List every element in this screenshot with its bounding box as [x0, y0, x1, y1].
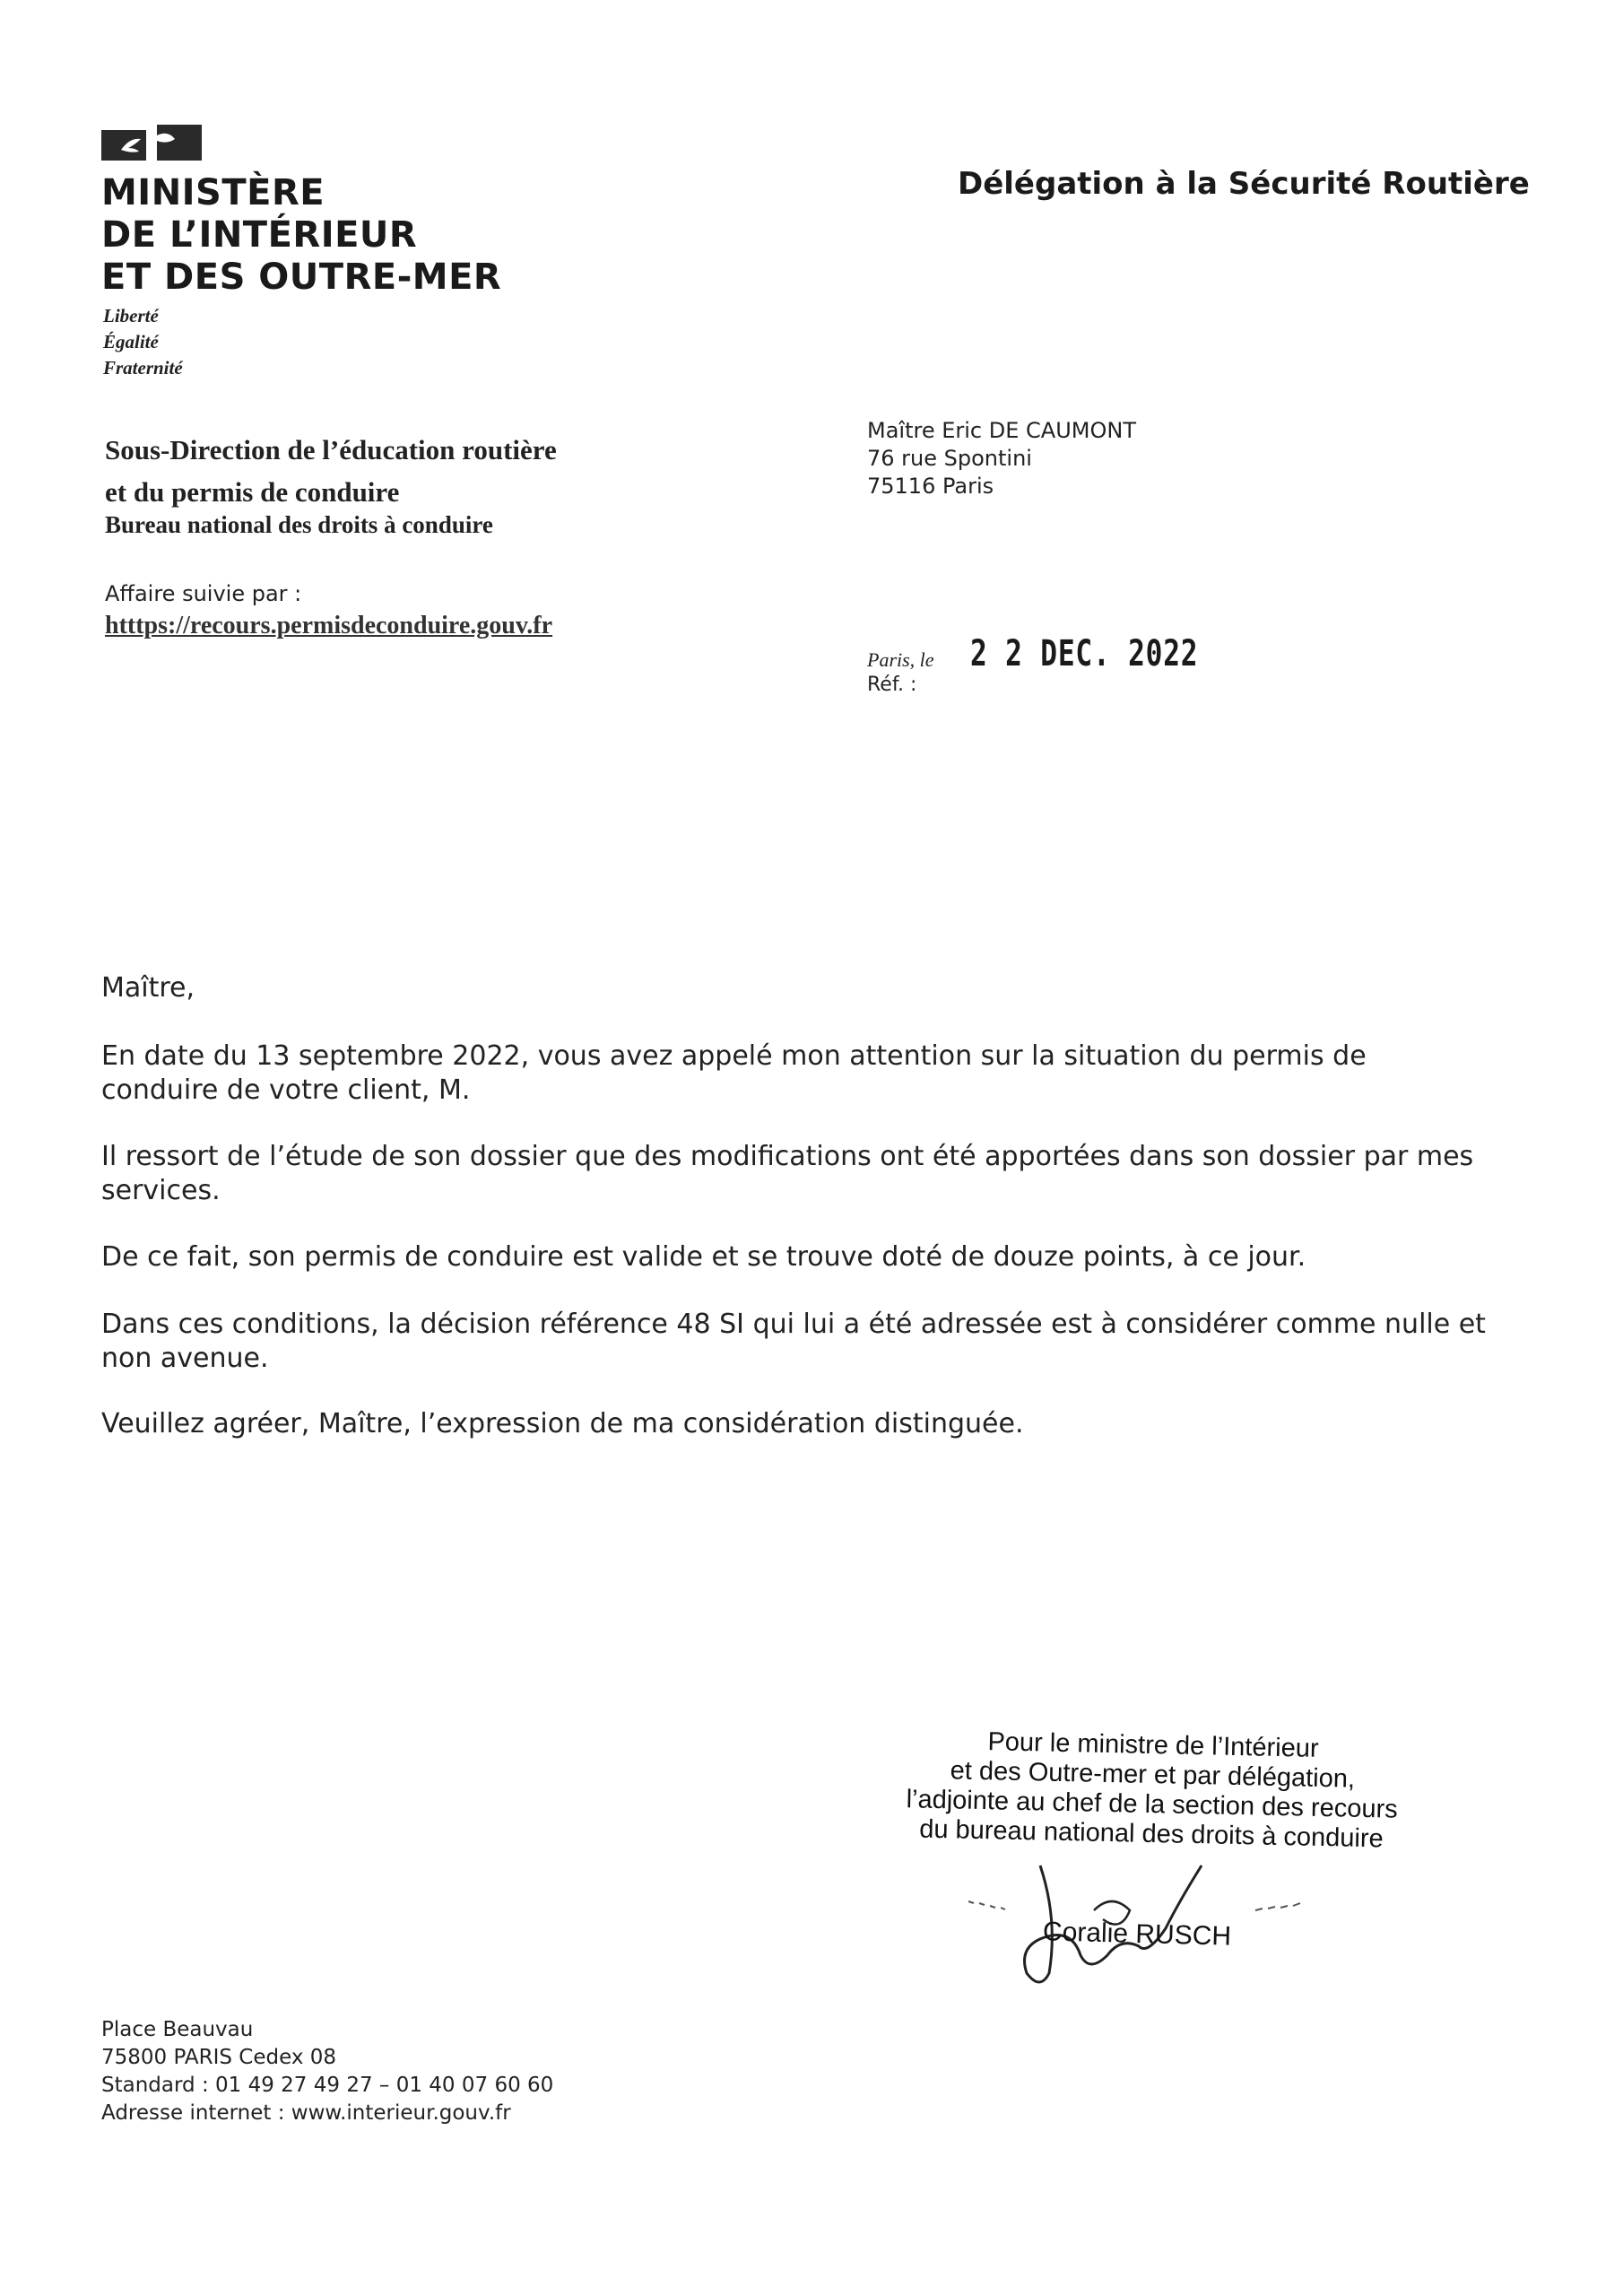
paragraph-4: Dans ces conditions, la décision référence 48 SI qui lui a été adressée est à considérer comme nulle et non avenue. — [101, 1309, 1486, 1374]
paragraph-2: Il ressort de l’étude de son dossier que des modifications ont été apportées dans son dossier par mes services. — [101, 1141, 1474, 1206]
republic-motto — [103, 303, 183, 381]
ministry-line-1: MINISTÈRE — [101, 172, 325, 213]
ministry-line-3: ET DES OUTRE-MER — [101, 257, 502, 298]
affaire-label: Affaire suivie par : — [105, 581, 302, 606]
date-stamp: 2 2 DEC. 2022 — [970, 633, 1199, 674]
paragraph-1: En date du 13 septembre 2022, vous avez appelé mon attention sur la situation du permis de conduire de votre client, M. — [101, 1040, 1367, 1106]
signatory-name: Coralie RUSCH — [1042, 1917, 1232, 1952]
ministry-line-2: DE L’INTÉRIEUR — [101, 214, 418, 256]
handwritten-signature-icon — [933, 1830, 1363, 1991]
footer-line-3: Standard : 01 49 27 49 27 – 01 40 07 60 60 — [101, 2074, 554, 2097]
affaire-link[interactable]: htttps://recours.permisdeconduire.gouv.fr — [105, 612, 553, 639]
paragraph-3: De ce fait, son permis de conduire est valide et se trouve doté de douze points, à ce jour. — [101, 1241, 1306, 1273]
recipient-name: Maître Eric DE CAUMONT — [867, 418, 1136, 443]
dateline-ref: Réf. : — [867, 674, 917, 696]
subdirection — [105, 429, 557, 513]
dateline-paris-le: Paris, le — [867, 648, 934, 671]
bureau-name: Bureau national des droits à conduire — [105, 511, 493, 538]
motto-liberte: Liberté — [103, 305, 159, 326]
marianne-logo-icon — [101, 123, 204, 164]
motto-egalite: Égalité — [103, 331, 159, 352]
motto-fraternite: Fraternité — [103, 357, 183, 378]
delegation-title: Délégation à la Sécurité Routière — [958, 166, 1530, 202]
signature-line-1: Pour le ministre de l’Intérieur — [987, 1727, 1319, 1763]
signature-line-4: du bureau national des droits à conduire — [918, 1814, 1384, 1854]
salutation: Maître, — [101, 972, 195, 1004]
signature-line-3: l’adjointe au chef de la section des recours — [906, 1785, 1399, 1824]
recipient-street: 76 rue Spontini — [867, 446, 1032, 471]
signature-line-2: et des Outre-mer et par délégation, — [950, 1756, 1356, 1794]
footer-address — [101, 2016, 553, 2127]
footer-line-2: 75800 PARIS Cedex 08 — [101, 2046, 337, 2069]
paragraph-5: Veuillez agréer, Maître, l’expression de ma considération distinguée. — [101, 1408, 1024, 1439]
ministry-name — [101, 172, 501, 299]
subdirection-line-1: Sous-Direction de l’éducation routière — [105, 434, 557, 465]
subdirection-line-2: et du permis de conduire — [105, 476, 400, 508]
footer-line-4: Adresse internet : www.interieur.gouv.fr — [101, 2101, 511, 2125]
footer-line-1: Place Beauvau — [101, 2018, 254, 2041]
recipient-city: 75116 Paris — [867, 474, 994, 499]
recipient-address — [867, 417, 1136, 500]
